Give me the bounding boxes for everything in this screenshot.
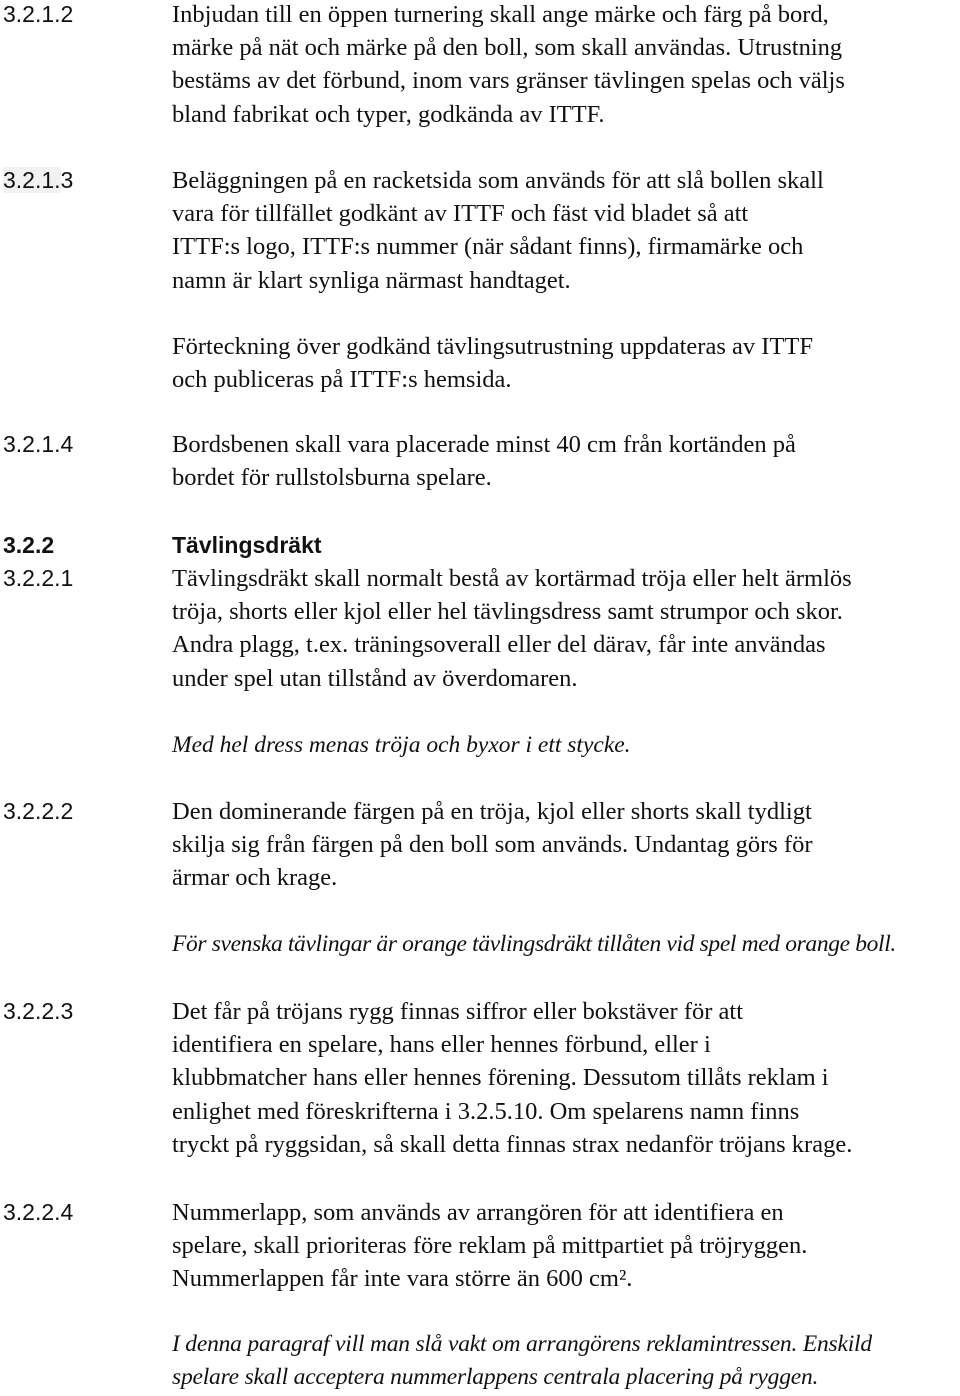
text-line: namn är klart synliga närmast handtaget. [172,266,571,294]
text-line: spelare, skall prioriteras före reklam på mittpartiet på tröjryggen. [172,1232,808,1260]
heading-number: 3.2.2 [3,532,55,558]
section-text [172,164,960,297]
section-number: 3.2.1.4 [3,431,74,457]
text-line: Förteckning över godkänd tävlingsutrustning uppdateras av ITTF [172,333,813,360]
text-line: bordet för rullstolsburna spelare. [172,464,492,492]
text-line: Med hel dress menas tröja och byxor i ett stycke. [172,732,631,758]
section-text [172,995,960,1161]
text-line: Det får på tröjans rygg finnas siffror eller bokstäver för att [172,998,744,1025]
text-line: Tävlingsdräkt skall normalt bestå av kortärmad tröja eller helt ärmlös [172,565,852,592]
text-line: tryckt på ryggsidan, så skall detta finnas strax nedanför tröjans krage. [172,1130,853,1158]
text-line: spelare skall acceptera nummerlappens centrala placering på ryggen. [172,1364,819,1391]
section-text [172,428,960,494]
text-line: märke på nät och märke på den boll, som skall användas. Utrustning [172,34,843,62]
text-line: ärmar och krage. [172,864,338,892]
text-line: vara för tillfället godkänt av ITTF och fäst vid bladet så att [172,200,749,228]
text-line: Andra plagg, t.ex. träningsoverall eller del därav, får inte användas [172,631,826,659]
section-number: 3.2.1.2 [3,1,74,27]
text-line: bestäms av det förbund, inom vars gränser tävlingen spelas och väljs [172,67,845,95]
section-number: 3.2.2.4 [3,1199,74,1225]
text-line: enlighet med föreskrifterna i 3.2.5.10. Om spelarens namn finns [172,1097,800,1125]
text-line: tröja, shorts eller kjol eller hel tävlingsdress samt strumpor och skor. [172,598,843,626]
section-text [172,795,960,895]
text-line: I denna paragraf vill man slå vakt om arrangörens reklamintressen. Enskild [172,1331,872,1357]
text-line: Inbjudan till en öppen turnering skall ange märke och färg på bord, [172,1,829,28]
italic-note [172,729,960,762]
section-text [172,1196,960,1296]
text-line: Nummerlappen får inte vara större än 600 cm². [172,1265,633,1293]
text-line: och publiceras på ITTF:s hemsida. [172,366,512,394]
section-number [3,164,73,197]
text-line: För svenska tävlingar är orange tävlingsdräkt tillåten vid spel med orange boll. [172,931,896,957]
italic-note [172,1328,960,1394]
text-line: bland fabrikat och typer, godkända av ITTF. [172,100,605,128]
section-number: 3.2.2.2 [3,798,74,824]
section-heading: Tävlingsdräkt [172,532,322,558]
italic-note [172,928,960,961]
section-number-prefix: 3.2.1. [3,167,61,193]
section-text [172,0,960,131]
text-line: Bordsbenen skall vara placerade minst 40 cm från kortänden på [172,431,796,458]
section-text [172,562,960,695]
text-line: Nummerlapp, som används av arrangören för att identifiera en [172,1199,784,1226]
text-line: identifiera en spelare, hans eller hennes förbund, eller i [172,1031,711,1059]
section-number: 3.2.2.3 [3,998,74,1024]
section-number-suffix: 3 [60,167,74,193]
text-line: Beläggningen på en racketsida som används för att slå bollen skall [172,167,824,194]
text-line: under spel utan tillstånd av överdomaren. [172,664,578,692]
text-line: ITTF:s logo, ITTF:s nummer (när sådant finns), firmamärke och [172,233,804,261]
text-line: skilja sig från färgen på den boll som används. Undantag görs för [172,831,813,859]
section-paragraph [172,330,960,396]
text-line: klubbmatcher hans eller hennes förening. Dessutom tillåts reklam i [172,1064,829,1092]
section-number: 3.2.2.1 [3,565,74,591]
text-line: Den dominerande färgen på en tröja, kjol eller shorts skall tydligt [172,798,812,825]
